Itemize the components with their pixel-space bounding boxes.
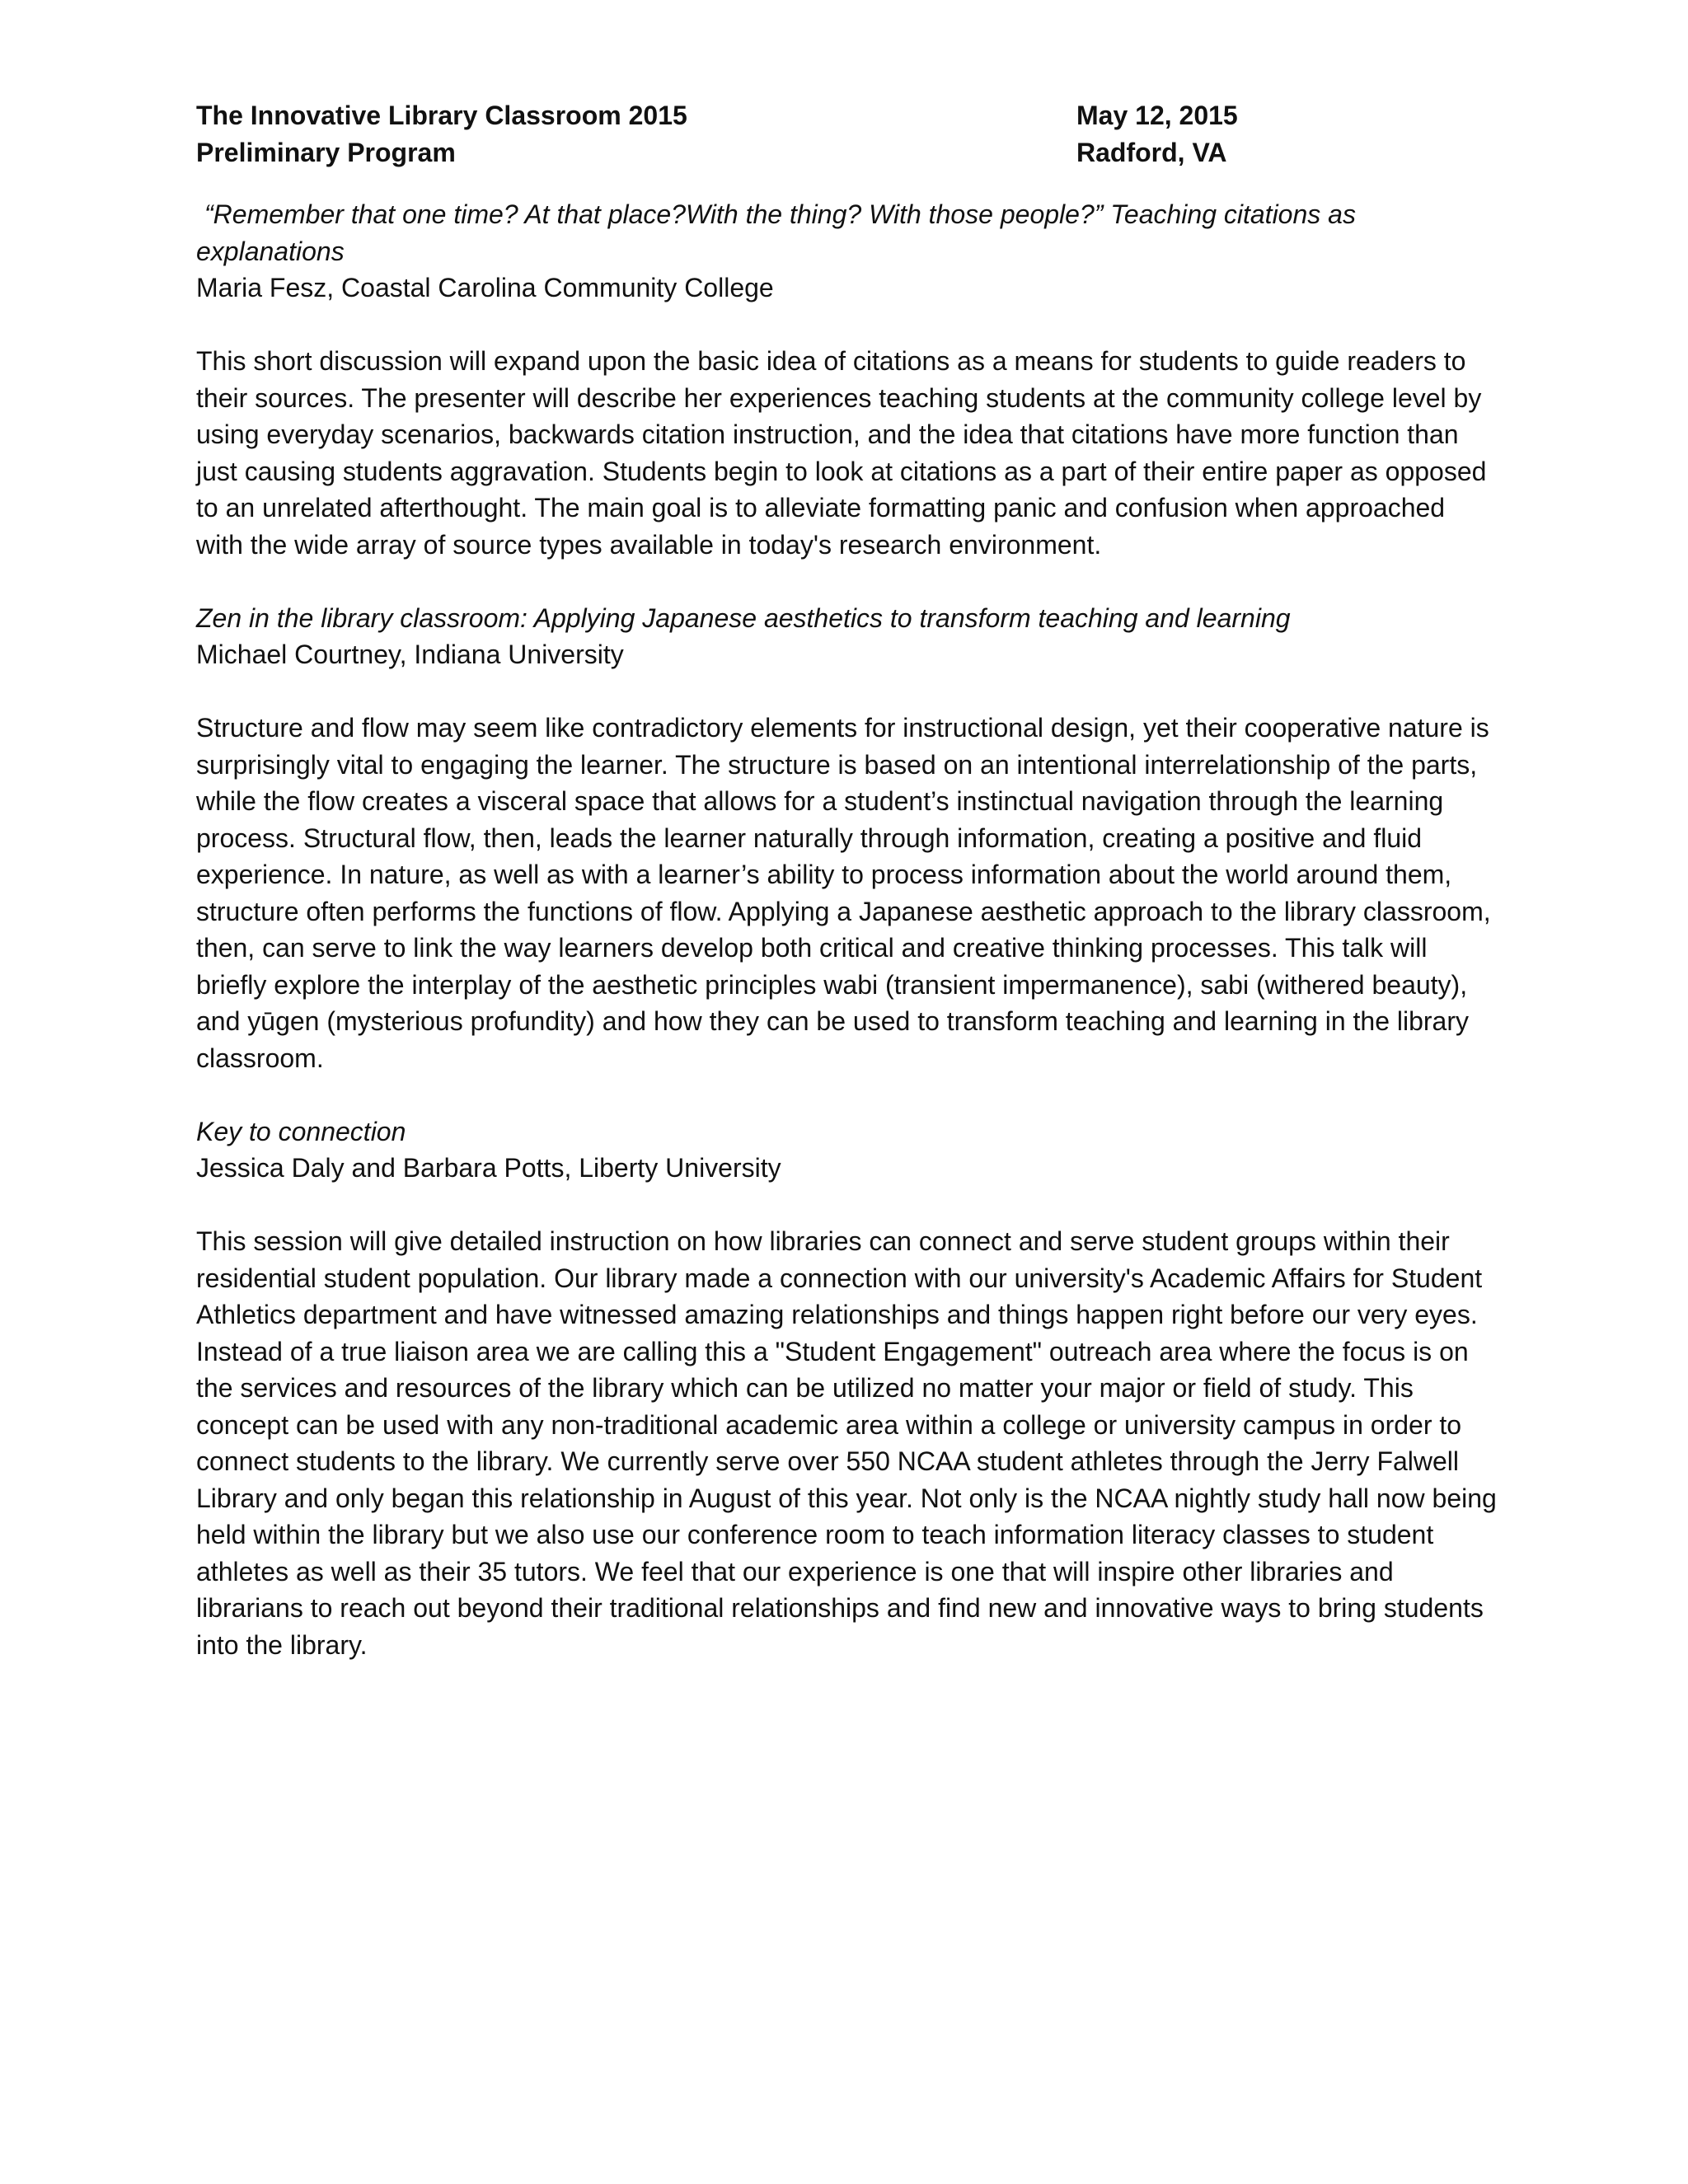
talk-abstract: This short discussion will expand upon the basic idea of citations as a means for students to guide readers to their sources. The presenter will describe her experiences teaching students at the community college level by using everyday scenarios, backwards citation instruction, and the idea that citations have more function than just causing students aggravation. Students begin to look at citations as a part of their entire paper as opposed to an unrelated afterthought. The main goal is to alleviate formatting panic and confusion when approached with the wide array of source types available in today's research environment. <box>196 346 1487 560</box>
program-label: Preliminary Program <box>196 138 456 167</box>
talk-entry <box>196 1113 1498 1664</box>
talk-entry <box>196 600 1498 1077</box>
talk-abstract: Structure and flow may seem like contradictory elements for instructional design, yet their cooperative nature is surprisingly vital to engaging the learner. The structure is based on an intentional interrelationship of the parts, while the flow creates a visceral space that allows for a student’s instinctual navigation through the learning process. Structural flow, then, leads the learner naturally through information, creating a positive and fluid experience. In nature, as well as with a learner’s ability to process information about the world around them, structure often performs the functions of flow. Applying a Japanese aesthetic approach to the library classroom, then, can serve to link the way learners develop both critical and creative thinking processes. This talk will briefly explore the interplay of the aesthetic principles wabi (transient impermanence), sabi (withered beauty), and yūgen (mysterious profundity) and how they can be used to transform teaching and learning in the library classroom. <box>196 713 1491 1073</box>
conference-date: May 12, 2015 <box>1076 101 1238 130</box>
program-header <box>196 97 1498 171</box>
talk-speaker: Jessica Daly and Barbara Potts, Liberty University <box>196 1153 781 1183</box>
talk-entry <box>196 196 1498 563</box>
talk-title: Key to connection <box>196 1116 406 1146</box>
talk-speaker: Michael Courtney, Indiana University <box>196 640 624 669</box>
conference-location: Radford, VA <box>1076 138 1227 167</box>
talk-abstract: This session will give detailed instruction on how libraries can connect and serve student groups within their residential student population. Our library made a connection with our university's Academic Affairs for Student Athletics department and have witnessed amazing relationships and things happen right before our very eyes. Instead of a true liaison area we are calling this a "Student Engagement" outreach area where the focus is on the services and resources of the library which can be utilized no matter your major or field of study. This concept can be used with any non-traditional academic area within a college or university campus in order to connect students to the library. We currently serve over 550 NCAA student athletes through the Jerry Falwell Library and only began this relationship in August of this year. Not only is the NCAA nightly study hall now being held within the library but we also use our conference room to teach information literacy classes to student athletes as well as their 35 tutors. We feel that our experience is one that will inspire other libraries and librarians to reach out beyond their traditional relationships and find new and innovative ways to bring students into the library. <box>196 1226 1497 1660</box>
header-right <box>1076 97 1238 171</box>
talk-speaker: Maria Fesz, Coastal Carolina Community College <box>196 273 774 302</box>
talk-title: “Remember that one time? At that place?With the thing? With those people?” Teaching citations as explanations <box>196 199 1356 266</box>
program-body <box>196 196 1498 1663</box>
conference-title: The Innovative Library Classroom 2015 <box>196 101 687 130</box>
document-page <box>196 97 1498 1663</box>
header-left <box>196 97 687 171</box>
talk-title: Zen in the library classroom: Applying Japanese aesthetics to transform teaching and learning <box>196 602 1291 633</box>
